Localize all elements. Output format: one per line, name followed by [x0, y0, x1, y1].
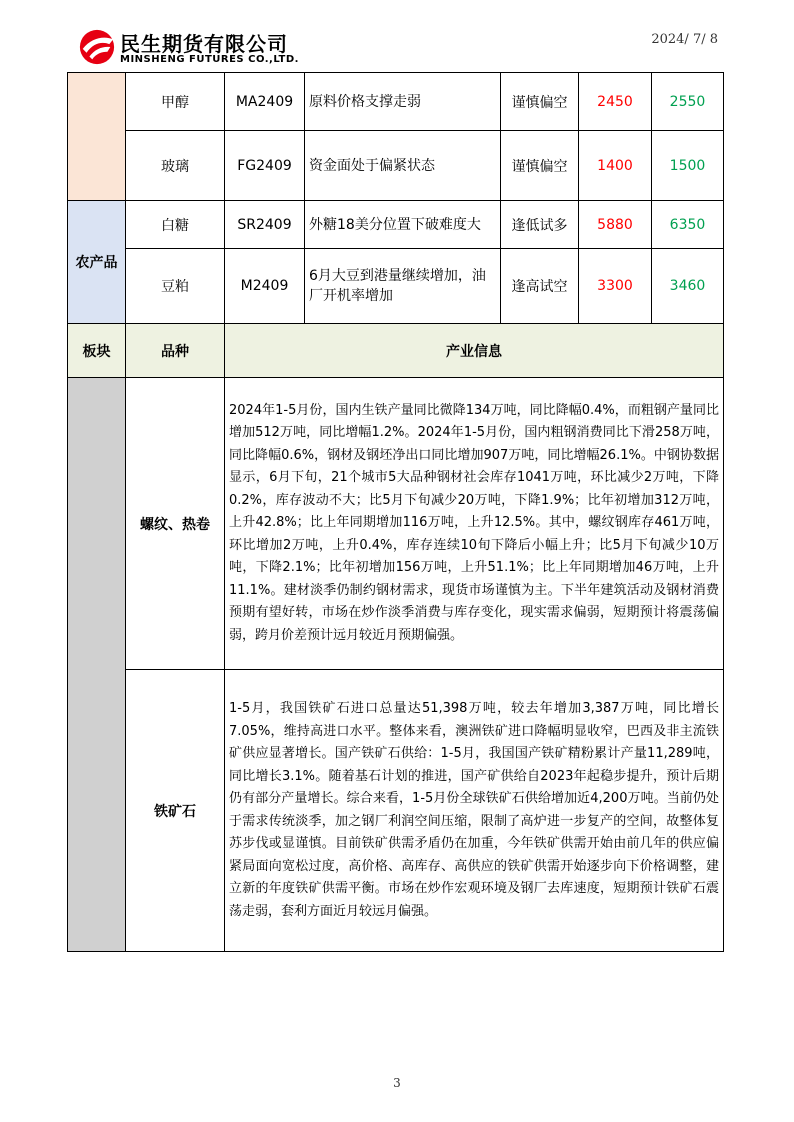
- table-row: [68, 201, 724, 249]
- info-header-row: [68, 324, 724, 378]
- resistance-cell: 3460: [652, 249, 724, 324]
- info-text-cell: 2024年1-5月份，国内生铁产量同比微降134万吨，同比降幅0.4%，而粗钢产量同比增加512万吨，同比增幅1.2%。2024年1-5月份，国内粗钢消费同比下滑258万吨，同比降幅0.6%，钢材及钢坯净出口同比增加907万吨，同比增幅26.1%。中钢协数据显示，6月下旬，21个城市5大品种钢材社会库存1041万吨，环比减少2万吨，下降0.2%，库存波动不大；比5月下旬减少20万吨，下降1.9%；比年初增加312万吨，上升42.8%；比上年同期增加116万吨，上升12.5%。其中，螺纹钢库存461万吨，环比增加2万吨，上升0.4%，库存连续10旬下降后小幅上升；比5月下旬减少10万吨，下降2.1%；比年初增加156万吨，上升51.1%；比上年同期增加46万吨，上升11.1%。建材淡季仍制约钢材需求，现货市场谨慎为主。下半年建筑活动及钢材消费预期有望好转，市场在炒作淡季消费与库存变化，现实需求偏弱，短期预计将震荡偏弱，跨月价差预计远月较近月预期偏强。: [225, 378, 724, 670]
- minsheng-logo-icon: [78, 28, 116, 66]
- header-info: 产业信息: [225, 324, 724, 378]
- report-table: [67, 72, 724, 952]
- variety-cell: 甲醇: [126, 73, 225, 131]
- contract-code-cell: SR2409: [225, 201, 305, 249]
- support-cell: 1400: [579, 131, 652, 201]
- info-row: [68, 670, 724, 952]
- resistance-cell: 1500: [652, 131, 724, 201]
- sector-cell-agri: 农产品: [68, 201, 126, 324]
- variety-cell: 白糖: [126, 201, 225, 249]
- logic-cell: 原料价格支撑走弱: [305, 73, 501, 131]
- logic-cell: 外糖18美分位置下破难度大: [305, 201, 501, 249]
- support-cell: 3300: [579, 249, 652, 324]
- info-variety-cell: 铁矿石: [126, 670, 225, 952]
- header-variety: 品种: [126, 324, 225, 378]
- variety-cell: 豆粕: [126, 249, 225, 324]
- sector-cell-chemicals: [68, 73, 126, 201]
- contract-code-cell: MA2409: [225, 73, 305, 131]
- header-sector: 板块: [68, 324, 126, 378]
- info-row: [68, 378, 724, 670]
- strategy-cell: 逢低试多: [501, 201, 579, 249]
- resistance-cell: 6350: [652, 201, 724, 249]
- company-name-cn: 民生期货有限公司: [120, 32, 288, 56]
- variety-cell: 玻璃: [126, 131, 225, 201]
- table-row: [68, 249, 724, 324]
- logic-cell: 资金面处于偏紧状态: [305, 131, 501, 201]
- support-cell: 2450: [579, 73, 652, 131]
- info-variety-cell: 螺纹、热卷: [126, 378, 225, 670]
- resistance-cell: 2550: [652, 73, 724, 131]
- support-cell: 5880: [579, 201, 652, 249]
- table-row: [68, 131, 724, 201]
- info-text-cell: 1-5月，我国铁矿石进口总量达51,398万吨，较去年增加3,387万吨，同比增长7.05%，维持高进口水平。整体来看，澳洲铁矿进口降幅明显收窄，巴西及非主流铁矿供应显著增长。国产铁矿石供给：1-5月，我国国产铁矿精粉累计产量11,289吨，同比增长3.1%。随着基石计划的推进，国产矿供给自2023年起稳步提升，预计后期仍有部分产量增长。综合来看，1-5月份全球铁矿石供给增加近4,200万吨。当前仍处于需求传统淡季，加之钢厂利润空间压缩，限制了高炉进一步复产的空间，故整体复苏步伐或显谨慎。目前铁矿供需矛盾仍在加重，今年铁矿供需开始由前几年的供应偏紧局面向宽松过度，高价格、高库存、高供应的铁矿供需开始逐步向下价格调整，建立新的年度铁矿供需平衡。市场在炒作宏观环境及钢厂去库速度，短期预计铁矿石震荡走弱，套利方面近月较远月偏强。: [225, 670, 724, 952]
- company-name-en: MINSHENG FUTURES CO.,LTD.: [120, 54, 299, 65]
- company-logo: [78, 26, 318, 70]
- strategy-cell: 谨慎偏空: [501, 73, 579, 131]
- report-date: 2024/ 7/ 8: [651, 32, 718, 47]
- logic-cell: 6月大豆到港量继续增加，油厂开机率增加: [305, 249, 501, 324]
- strategy-cell: 谨慎偏空: [501, 131, 579, 201]
- table-row: [68, 73, 724, 131]
- page-number: 3: [393, 1076, 401, 1090]
- sector-cell-black: [68, 378, 126, 952]
- strategy-cell: 逢高试空: [501, 249, 579, 324]
- contract-code-cell: M2409: [225, 249, 305, 324]
- contract-code-cell: FG2409: [225, 131, 305, 201]
